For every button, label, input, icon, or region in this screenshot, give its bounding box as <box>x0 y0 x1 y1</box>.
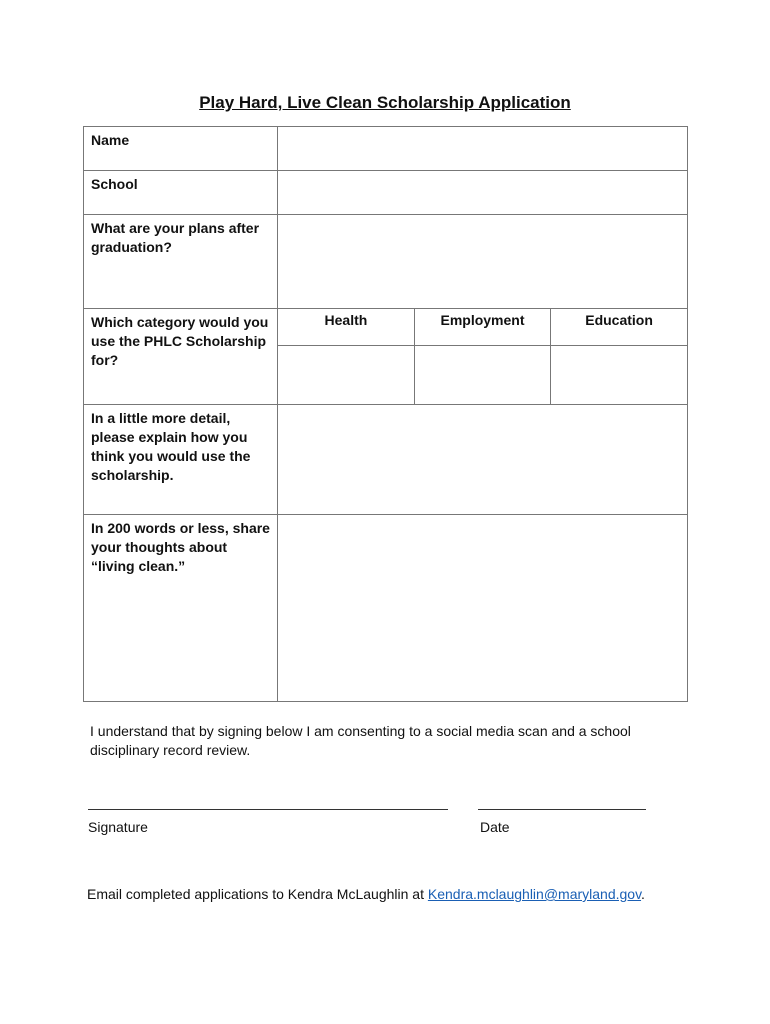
detail-field[interactable] <box>278 405 688 515</box>
category-health-checkbox[interactable] <box>278 345 414 404</box>
category-employment-header: Employment <box>414 309 550 345</box>
email-instructions <box>87 886 645 902</box>
name-row <box>84 127 688 171</box>
thoughts-field[interactable] <box>278 515 688 702</box>
category-education-checkbox[interactable] <box>551 345 687 404</box>
name-field[interactable] <box>278 127 688 171</box>
date-line[interactable] <box>478 809 646 810</box>
thoughts-row <box>84 515 688 702</box>
detail-row <box>84 405 688 515</box>
school-row <box>84 171 688 215</box>
application-form-table <box>83 126 688 702</box>
date-label: Date <box>480 819 510 835</box>
name-label: Name <box>84 127 278 171</box>
school-field[interactable] <box>278 171 688 215</box>
category-grid-cell <box>278 309 688 405</box>
email-link[interactable]: Kendra.mclaughlin@maryland.gov <box>427 886 642 902</box>
email-trailing: . <box>641 886 645 902</box>
plans-field[interactable] <box>278 215 688 309</box>
category-health-header: Health <box>278 309 414 345</box>
consent-statement: I understand that by signing below I am consenting to a social media scan and a school disciplinary record review. <box>90 723 631 758</box>
email-text: Email completed applications to Kendra McLaughlin at <box>87 886 424 902</box>
plans-row <box>84 215 688 309</box>
signature-line[interactable] <box>88 809 448 810</box>
category-education-header: Education <box>551 309 687 345</box>
plans-label: What are your plans after graduation? <box>84 215 278 309</box>
category-employment-checkbox[interactable] <box>414 345 550 404</box>
page-title: Play Hard, Live Clean Scholarship Application <box>199 93 571 112</box>
detail-label: In a little more detail, please explain how you think you would use the scholarship. <box>84 405 278 515</box>
category-grid <box>278 309 687 404</box>
school-label: School <box>84 171 278 215</box>
thoughts-label: In 200 words or less, share your thoughts about “living clean.” <box>84 515 278 702</box>
category-row <box>84 309 688 405</box>
category-label: Which category would you use the PHLC Scholarship for? <box>84 309 278 405</box>
signature-label: Signature <box>88 819 148 835</box>
